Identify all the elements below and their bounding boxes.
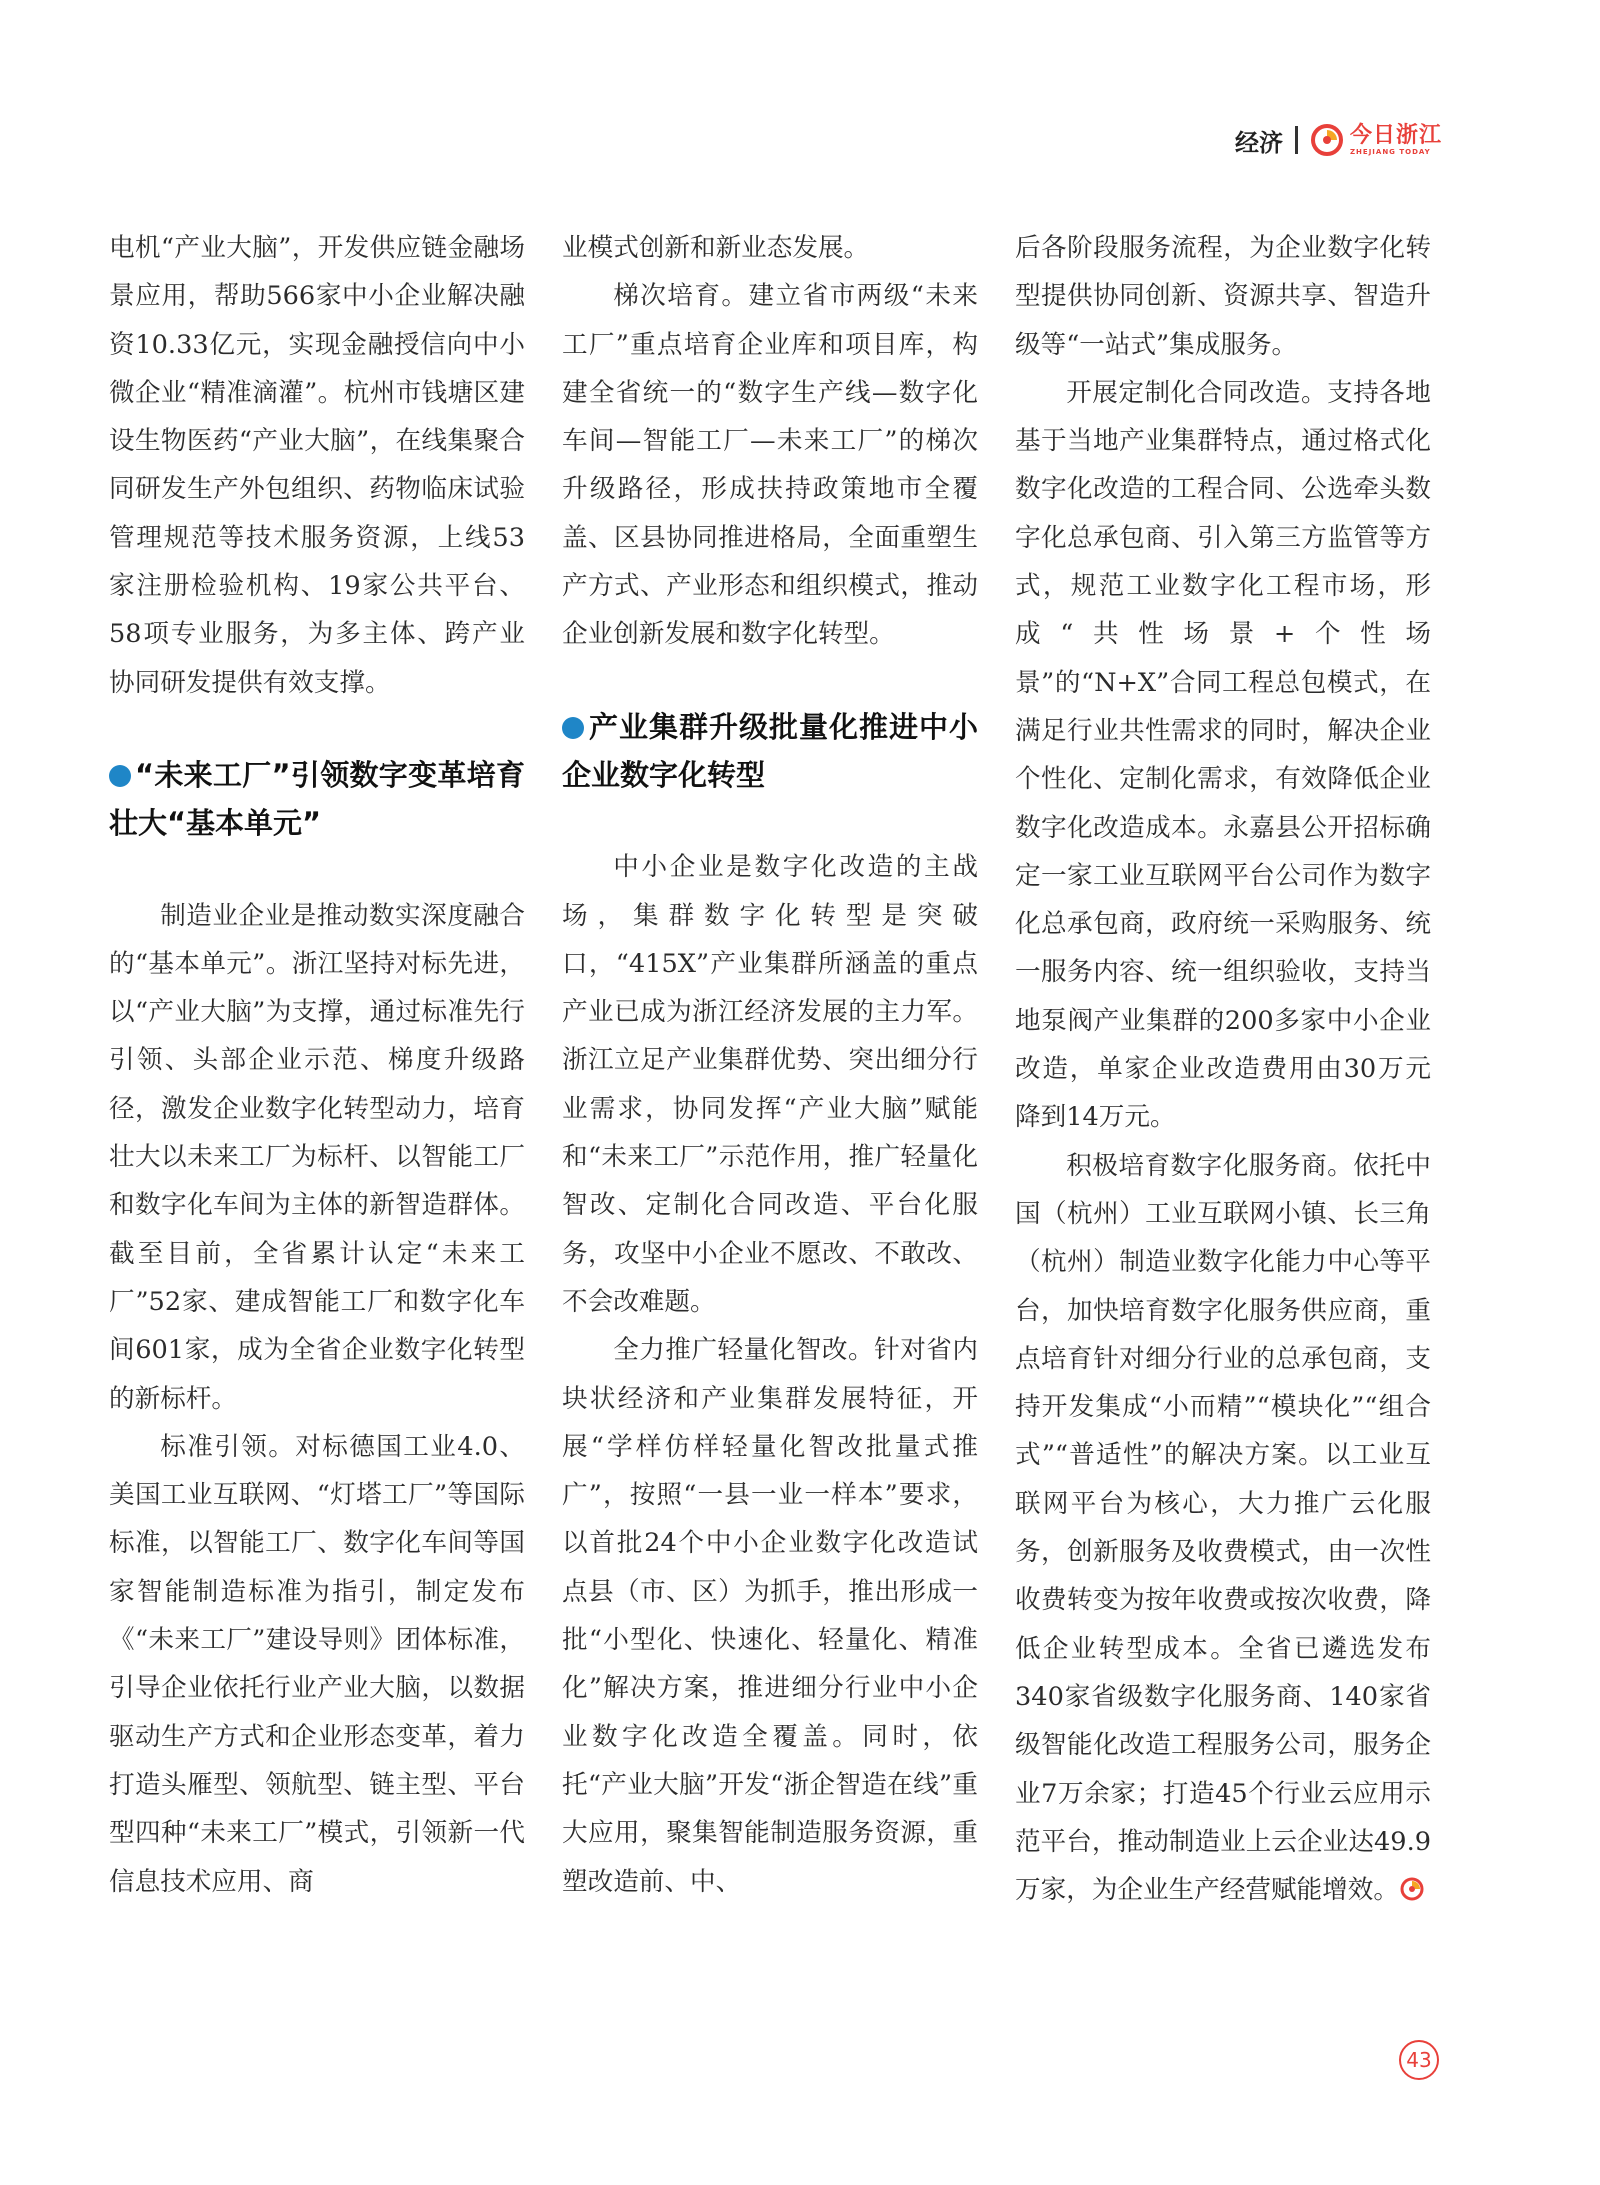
paragraph: 电机“产业大脑”，开发供应链金融场景应用，帮助566家中小企业解决融资10.33亿元，实现金融授信向中小微企业“精准滴灌”。杭州市钱塘区建设生物医药“产业大脑”，在线集聚合同研发生产外包组织、药物临床试验管理规范等技术服务资源，上线53家注册检验机构、19家公共平台、58项专业服务，为多主体、跨产业协同研发提供有效支撑。 bbox=[109, 233, 525, 698]
paragraph: 梯次培育。建立省市两级“未来工厂”重点培育企业库和项目库，构建全省统一的“数字生产线—数字化车间—智能工厂—未来工厂”的梯次升级路径，形成扶持政策地市全覆盖、区县协同推进格局，全面重塑生产方式、产业形态和组织模式，推动企业创新发展和数字化转型。 bbox=[562, 281, 978, 650]
section-heading bbox=[562, 703, 978, 800]
section-heading-text: “未来工厂”引领数字变革培育壮大“基本单元” bbox=[109, 757, 525, 841]
section-heading-text: 产业集群升级批量化推进中小企业数字化转型 bbox=[562, 709, 978, 792]
column-3 bbox=[1015, 224, 1431, 1914]
paragraph: 业模式创新和新业态发展。 bbox=[562, 233, 870, 263]
brand-logo bbox=[1310, 123, 1442, 157]
paragraph: 全力推广轻量化智改。针对省内块状经济和产业集群发展特征，开展“学样仿样轻量化智改批量式推广”，按照“一县一业一样本”要求，以首批24个中小企业数字化改造试点县（市、区）为抓手，推出形成一批“小型化、快速化、轻量化、精准化”解决方案，推进细分行业中小企业数字化改造全覆盖。同时，依托“产业大脑”开发“浙企智造在线”重大应用，聚集智能制造服务资源，重塑改造前、中、 bbox=[562, 1335, 978, 1897]
bullet-icon bbox=[109, 765, 131, 787]
paragraph: 后各阶段服务流程，为企业数字化转型提供协同创新、资源共享、智造升级等“一站式”集成服务。 bbox=[1015, 233, 1431, 360]
paragraph-text: 积极培育数字化服务商。依托中国（杭州）工业互联网小镇、长三角（杭州）制造业数字化能力中心等平台，加快培育数字化服务供应商，重点培育针对细分行业的总承包商，支持开发集成“小而精”“模块化”“组合式”“普适性”的解决方案。以工业互联网平台为核心，大力推广云化服务，创新服务及收费模式，由一次性收费转变为按年收费或按次收费，降低企业转型成本。全省已遴选发布340家省级数字化服务商、140家省级智能化改造工程服务公司，服务企业7万余家；打造45个行业云应用示范平台，推动制造业上云企业达49.9万家，为企业生产经营赋能增效。 bbox=[1015, 1150, 1431, 1906]
column-2 bbox=[562, 224, 978, 1906]
paragraph: 开展定制化合同改造。支持各地基于当地产业集群特点，通过格式化数字化改造的工程合同、公选牵头数字化总承包商、引入第三方监管等方式，规范工业数字化工程市场，形成“共性场景+个性场景”的“N+X”合同工程总包模式，在满足行业共性需求的同时，解决企业个性化、定制化需求，有效降低企业数字化改造成本。永嘉县公开招标确定一家工业互联网平台公司作为数字化总承包商，政府统一采购服务、统一服务内容、统一组织验收，支持当地泵阀产业集群的200多家中小企业改造，单家企业改造费用由30万元降到14万元。 bbox=[1015, 377, 1431, 1133]
bullet-icon bbox=[562, 717, 584, 739]
brand-name: 今日浙江 bbox=[1349, 122, 1442, 148]
section-label: 经济 bbox=[1234, 128, 1283, 157]
section-heading bbox=[109, 751, 525, 848]
brand-name-en: ZHEJIANG TODAY bbox=[1349, 147, 1431, 156]
paragraph: 制造业企业是推动数实深度融合的“基本单元”。浙江坚持对标先进，以“产业大脑”为支撑，通过标准先行引领、头部企业示范、梯度升级路径，激发企业数字化转型动力，培育壮大以未来工厂为标杆、以智能工厂和数字化车间为主体的新智造群体。截至目前，全省累计认定“未来工厂”52家、建成智能工厂和数字化车间601家，成为全省企业数字化转型的新标杆。 bbox=[109, 900, 525, 1414]
column-1 bbox=[109, 224, 525, 1906]
paragraph: 标准引领。对标德国工业4.0、美国工业互联网、“灯塔工厂”等国际标准，以智能工厂、数字化车间等国家智能制造标准为指引，制定发布《“未来工厂”建设导则》团体标准，引导企业依托行业产业大脑，以数据驱动生产方式和企业形态变革，着力打造头雁型、领航型、链主型、平台型四种“未来工厂”模式，引领新一代信息技术应用、商 bbox=[109, 1431, 525, 1897]
header-divider bbox=[1295, 126, 1298, 154]
paragraph: 中小企业是数字化改造的主战场，集群数字化转型是突破口，“415X”产业集群所涵盖的重点产业已成为浙江经济发展的主力军。浙江立足产业集群优势、突出细分行业需求，协同发挥“产业大脑”赋能和“未来工厂”示范作用，推广轻量化智改、定制化合同改造、平台化服务，攻坚中小企业不愿改、不敢改、不会改难题。 bbox=[562, 852, 978, 1317]
brand-swirl-icon bbox=[1310, 123, 1344, 157]
page-header bbox=[1235, 118, 1442, 162]
paragraph bbox=[1015, 1142, 1431, 1915]
end-mark-icon bbox=[1399, 1876, 1425, 1902]
page-number: 43 bbox=[1399, 2040, 1439, 2080]
